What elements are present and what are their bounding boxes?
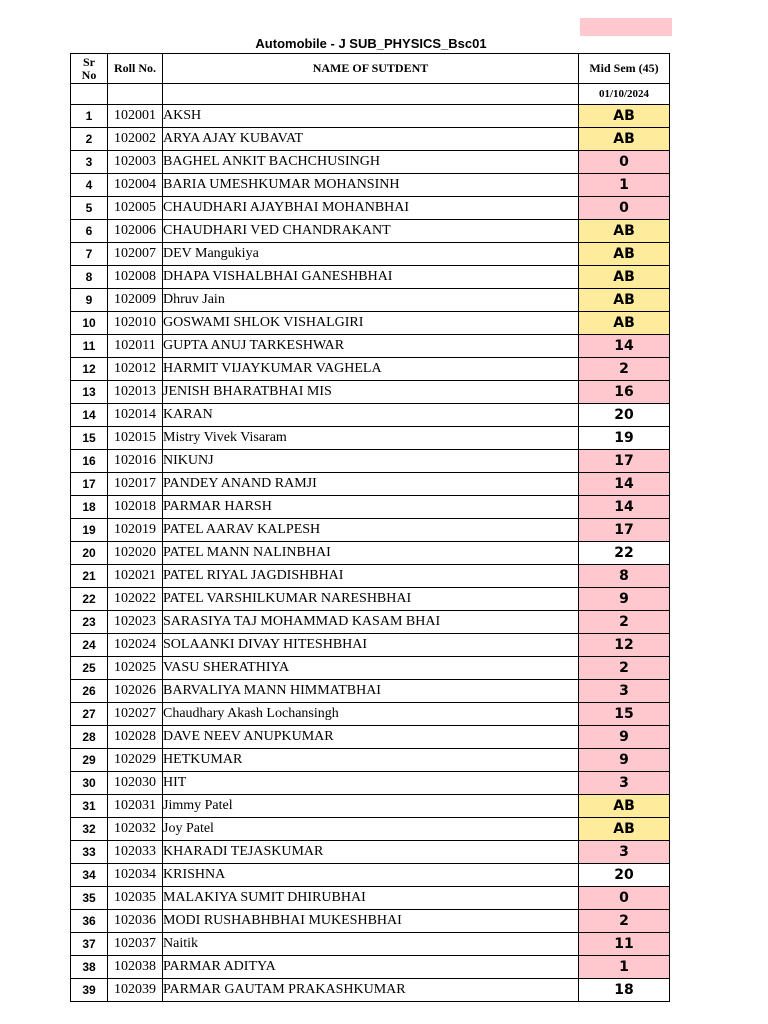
sr-cell: 27 xyxy=(71,703,108,726)
table-row xyxy=(71,404,670,427)
student-name-cell: GOSWAMI SHLOK VISHALGIRI xyxy=(163,312,579,335)
header-sr xyxy=(71,54,108,84)
student-name-cell: KRISHNA xyxy=(163,864,579,887)
date-row-blank xyxy=(108,84,163,105)
table-row xyxy=(71,496,670,519)
sr-cell: 33 xyxy=(71,841,108,864)
table-row xyxy=(71,128,670,151)
sr-cell: 34 xyxy=(71,864,108,887)
mark-cell: AB xyxy=(579,220,670,243)
table-row xyxy=(71,220,670,243)
sr-cell: 38 xyxy=(71,956,108,979)
roll-number-cell: 102001 xyxy=(108,105,163,128)
table-row xyxy=(71,151,670,174)
mark-cell: 14 xyxy=(579,496,670,519)
sr-cell: 37 xyxy=(71,933,108,956)
sr-cell: 19 xyxy=(71,519,108,542)
header-sr-label: Sr No xyxy=(81,54,97,82)
header-name: NAME OF SUTDENT xyxy=(163,54,579,84)
sr-cell: 36 xyxy=(71,910,108,933)
roll-number-cell: 102012 xyxy=(108,358,163,381)
exam-date: 01/10/2024 xyxy=(579,84,670,105)
sr-cell: 4 xyxy=(71,174,108,197)
student-name-cell: MODI RUSHABHBHAI MUKESHBHAI xyxy=(163,910,579,933)
roll-number-cell: 102011 xyxy=(108,335,163,358)
table-row xyxy=(71,956,670,979)
roll-number-cell: 102016 xyxy=(108,450,163,473)
sr-cell: 25 xyxy=(71,657,108,680)
student-name-cell: JENISH BHARATBHAI MIS xyxy=(163,381,579,404)
student-name-cell: GUPTA ANUJ TARKESHWAR xyxy=(163,335,579,358)
roll-number-cell: 102027 xyxy=(108,703,163,726)
table-row xyxy=(71,634,670,657)
mark-cell: 1 xyxy=(579,956,670,979)
sr-cell: 2 xyxy=(71,128,108,151)
mark-cell: 3 xyxy=(579,841,670,864)
mark-cell: 0 xyxy=(579,197,670,220)
sr-cell: 24 xyxy=(71,634,108,657)
student-name-cell: KARAN xyxy=(163,404,579,427)
table-row xyxy=(71,174,670,197)
sr-cell: 6 xyxy=(71,220,108,243)
highlight-marker xyxy=(580,18,672,36)
table-row xyxy=(71,841,670,864)
table-row xyxy=(71,680,670,703)
table-row xyxy=(71,611,670,634)
roll-number-cell: 102021 xyxy=(108,565,163,588)
roll-number-cell: 102036 xyxy=(108,910,163,933)
student-name-cell: Mistry Vivek Visaram xyxy=(163,427,579,450)
mark-cell: 2 xyxy=(579,910,670,933)
sr-cell: 1 xyxy=(71,105,108,128)
table-row xyxy=(71,266,670,289)
mark-cell: AB xyxy=(579,128,670,151)
marks-table xyxy=(70,53,670,1002)
mark-cell: 14 xyxy=(579,335,670,358)
table-row xyxy=(71,289,670,312)
sr-cell: 5 xyxy=(71,197,108,220)
mark-cell: 3 xyxy=(579,772,670,795)
mark-cell: 3 xyxy=(579,680,670,703)
student-name-cell: Jimmy Patel xyxy=(163,795,579,818)
sr-cell: 9 xyxy=(71,289,108,312)
roll-number-cell: 102028 xyxy=(108,726,163,749)
date-row-blank xyxy=(163,84,579,105)
table-row xyxy=(71,749,670,772)
student-name-cell: VASU SHERATHIYA xyxy=(163,657,579,680)
student-name-cell: Dhruv Jain xyxy=(163,289,579,312)
student-name-cell: HARMIT VIJAYKUMAR VAGHELA xyxy=(163,358,579,381)
student-name-cell: SARASIYA TAJ MOHAMMAD KASAM BHAI xyxy=(163,611,579,634)
table-row xyxy=(71,933,670,956)
mark-cell: AB xyxy=(579,818,670,841)
sr-cell: 29 xyxy=(71,749,108,772)
mark-cell: 1 xyxy=(579,174,670,197)
roll-number-cell: 102022 xyxy=(108,588,163,611)
sr-cell: 31 xyxy=(71,795,108,818)
student-name-cell: PATEL AARAV KALPESH xyxy=(163,519,579,542)
sr-cell: 32 xyxy=(71,818,108,841)
roll-number-cell: 102006 xyxy=(108,220,163,243)
table-row xyxy=(71,381,670,404)
sr-cell: 39 xyxy=(71,979,108,1002)
sr-cell: 23 xyxy=(71,611,108,634)
roll-number-cell: 102002 xyxy=(108,128,163,151)
table-row xyxy=(71,197,670,220)
mark-cell: AB xyxy=(579,289,670,312)
roll-number-cell: 102005 xyxy=(108,197,163,220)
sr-cell: 12 xyxy=(71,358,108,381)
header-mark: Mid Sem (45) xyxy=(579,54,670,84)
mark-cell: 19 xyxy=(579,427,670,450)
table-row xyxy=(71,910,670,933)
student-name-cell: BAGHEL ANKIT BACHCHUSINGH xyxy=(163,151,579,174)
roll-number-cell: 102004 xyxy=(108,174,163,197)
roll-number-cell: 102007 xyxy=(108,243,163,266)
table-row xyxy=(71,703,670,726)
table-row xyxy=(71,312,670,335)
student-name-cell: PATEL MANN NALINBHAI xyxy=(163,542,579,565)
mark-cell: 2 xyxy=(579,611,670,634)
sr-cell: 13 xyxy=(71,381,108,404)
roll-number-cell: 102035 xyxy=(108,887,163,910)
student-name-cell: PATEL RIYAL JAGDISHBHAI xyxy=(163,565,579,588)
sr-cell: 18 xyxy=(71,496,108,519)
roll-number-cell: 102013 xyxy=(108,381,163,404)
mark-cell: 0 xyxy=(579,151,670,174)
student-name-cell: HETKUMAR xyxy=(163,749,579,772)
mark-cell: 9 xyxy=(579,726,670,749)
table-row xyxy=(71,519,670,542)
table-row xyxy=(71,818,670,841)
sr-cell: 11 xyxy=(71,335,108,358)
sr-cell: 14 xyxy=(71,404,108,427)
roll-number-cell: 102039 xyxy=(108,979,163,1002)
mark-cell: AB xyxy=(579,795,670,818)
sr-cell: 22 xyxy=(71,588,108,611)
table-row xyxy=(71,427,670,450)
mark-cell: 9 xyxy=(579,749,670,772)
table-row xyxy=(71,105,670,128)
roll-number-cell: 102018 xyxy=(108,496,163,519)
sr-cell: 28 xyxy=(71,726,108,749)
mark-cell: AB xyxy=(579,105,670,128)
sr-cell: 35 xyxy=(71,887,108,910)
date-row-blank xyxy=(71,84,108,105)
table-row xyxy=(71,588,670,611)
roll-number-cell: 102033 xyxy=(108,841,163,864)
student-name-cell: ARYA AJAY KUBAVAT xyxy=(163,128,579,151)
roll-number-cell: 102034 xyxy=(108,864,163,887)
roll-number-cell: 102015 xyxy=(108,427,163,450)
table-row xyxy=(71,772,670,795)
student-name-cell: HIT xyxy=(163,772,579,795)
student-name-cell: MALAKIYA SUMIT DHIRUBHAI xyxy=(163,887,579,910)
mark-cell: 17 xyxy=(579,450,670,473)
header-row xyxy=(71,54,670,84)
roll-number-cell: 102030 xyxy=(108,772,163,795)
student-name-cell: DHAPA VISHALBHAI GANESHBHAI xyxy=(163,266,579,289)
student-name-cell: DEV Mangukiya xyxy=(163,243,579,266)
sr-cell: 30 xyxy=(71,772,108,795)
student-name-cell: PARMAR ADITYA xyxy=(163,956,579,979)
sr-cell: 26 xyxy=(71,680,108,703)
student-name-cell: NIKUNJ xyxy=(163,450,579,473)
roll-number-cell: 102014 xyxy=(108,404,163,427)
roll-number-cell: 102037 xyxy=(108,933,163,956)
mark-cell: 8 xyxy=(579,565,670,588)
roll-number-cell: 102025 xyxy=(108,657,163,680)
roll-number-cell: 102019 xyxy=(108,519,163,542)
roll-number-cell: 102038 xyxy=(108,956,163,979)
student-name-cell: BARVALIYA MANN HIMMATBHAI xyxy=(163,680,579,703)
table-row xyxy=(71,450,670,473)
student-name-cell: PANDEY ANAND RAMJI xyxy=(163,473,579,496)
mark-cell: 18 xyxy=(579,979,670,1002)
table-row xyxy=(71,473,670,496)
roll-number-cell: 102023 xyxy=(108,611,163,634)
mark-cell: 11 xyxy=(579,933,670,956)
sr-cell: 7 xyxy=(71,243,108,266)
student-name-cell: DAVE NEEV ANUPKUMAR xyxy=(163,726,579,749)
student-name-cell: CHAUDHARI VED CHANDRAKANT xyxy=(163,220,579,243)
student-name-cell: PATEL VARSHILKUMAR NARESHBHAI xyxy=(163,588,579,611)
mark-cell: 0 xyxy=(579,887,670,910)
student-name-cell: PARMAR GAUTAM PRAKASHKUMAR xyxy=(163,979,579,1002)
mark-cell: 20 xyxy=(579,404,670,427)
table-row xyxy=(71,887,670,910)
mark-cell: 22 xyxy=(579,542,670,565)
header-roll: Roll No. xyxy=(108,54,163,84)
roll-number-cell: 102032 xyxy=(108,818,163,841)
roll-number-cell: 102017 xyxy=(108,473,163,496)
mark-cell: 14 xyxy=(579,473,670,496)
roll-number-cell: 102024 xyxy=(108,634,163,657)
sr-cell: 8 xyxy=(71,266,108,289)
mark-cell: 15 xyxy=(579,703,670,726)
sr-cell: 10 xyxy=(71,312,108,335)
student-name-cell: Chaudhary Akash Lochansingh xyxy=(163,703,579,726)
table-row xyxy=(71,565,670,588)
roll-number-cell: 102008 xyxy=(108,266,163,289)
mark-cell: 17 xyxy=(579,519,670,542)
sr-cell: 21 xyxy=(71,565,108,588)
table-row xyxy=(71,335,670,358)
roll-number-cell: 102020 xyxy=(108,542,163,565)
roll-number-cell: 102009 xyxy=(108,289,163,312)
mark-cell: 16 xyxy=(579,381,670,404)
roll-number-cell: 102029 xyxy=(108,749,163,772)
sr-cell: 16 xyxy=(71,450,108,473)
mark-cell: 2 xyxy=(579,358,670,381)
student-name-cell: Joy Patel xyxy=(163,818,579,841)
sr-cell: 3 xyxy=(71,151,108,174)
student-name-cell: AKSH xyxy=(163,105,579,128)
date-row xyxy=(71,84,670,105)
mark-cell: AB xyxy=(579,312,670,335)
table-row xyxy=(71,542,670,565)
table-row xyxy=(71,657,670,680)
table-row xyxy=(71,726,670,749)
student-name-cell: KHARADI TEJASKUMAR xyxy=(163,841,579,864)
mark-cell: 20 xyxy=(579,864,670,887)
student-name-cell: BARIA UMESHKUMAR MOHANSINH xyxy=(163,174,579,197)
table-row xyxy=(71,979,670,1002)
roll-number-cell: 102031 xyxy=(108,795,163,818)
roll-number-cell: 102003 xyxy=(108,151,163,174)
student-name-cell: CHAUDHARI AJAYBHAI MOHANBHAI xyxy=(163,197,579,220)
sheet-title: Automobile - J SUB_PHYSICS_Bsc01 xyxy=(255,36,487,51)
table-row xyxy=(71,795,670,818)
student-name-cell: Naitik xyxy=(163,933,579,956)
sr-cell: 20 xyxy=(71,542,108,565)
sr-cell: 17 xyxy=(71,473,108,496)
table-row xyxy=(71,358,670,381)
mark-cell: AB xyxy=(579,266,670,289)
table-row xyxy=(71,243,670,266)
mark-cell: 9 xyxy=(579,588,670,611)
mark-cell: 2 xyxy=(579,657,670,680)
mark-cell: AB xyxy=(579,243,670,266)
student-name-cell: SOLAANKI DIVAY HITESHBHAI xyxy=(163,634,579,657)
sr-cell: 15 xyxy=(71,427,108,450)
mark-cell: 12 xyxy=(579,634,670,657)
roll-number-cell: 102026 xyxy=(108,680,163,703)
roll-number-cell: 102010 xyxy=(108,312,163,335)
student-name-cell: PARMAR HARSH xyxy=(163,496,579,519)
table-row xyxy=(71,864,670,887)
